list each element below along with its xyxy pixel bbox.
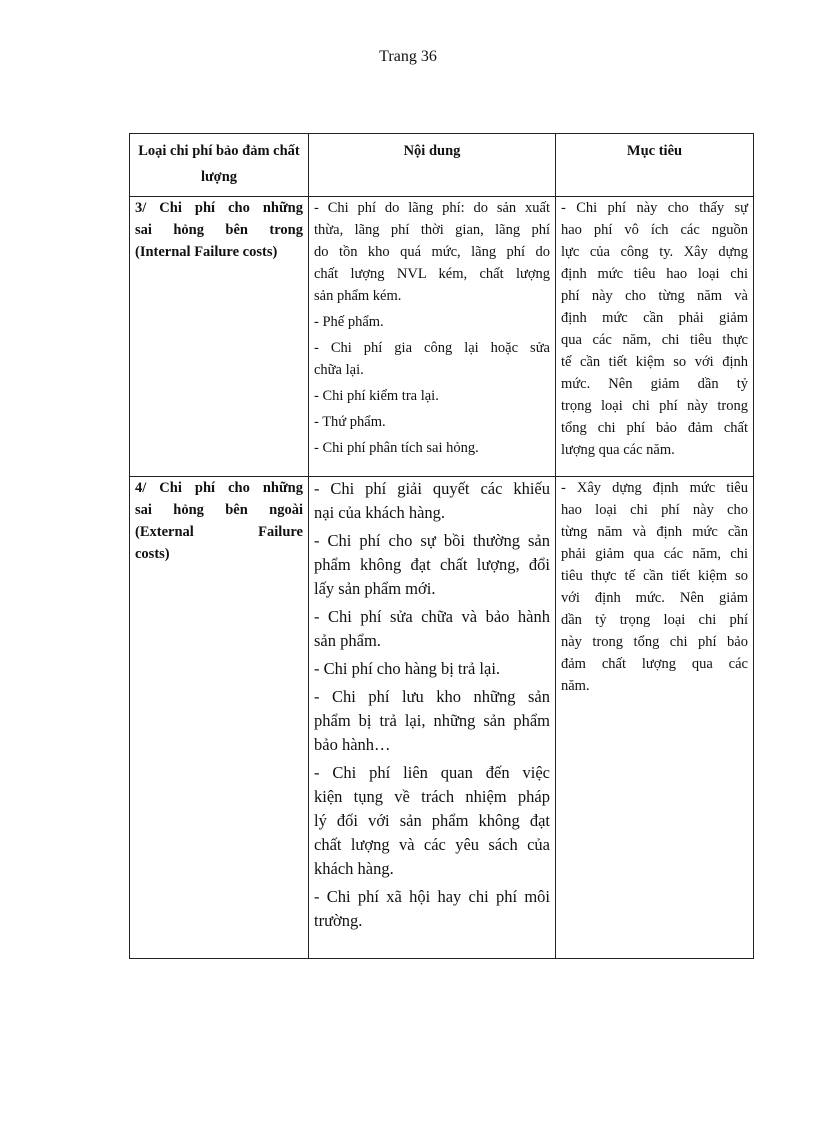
- text-line: - Chi phí xã hội hay chi phí môi: [314, 887, 550, 906]
- text-line: - Chi phí giải quyết các khiếu: [314, 479, 550, 498]
- text-line: sai hỏng bên ngoài: [135, 502, 303, 518]
- text-line: (External Failure: [135, 524, 303, 540]
- text-line: costs): [135, 546, 170, 562]
- content-item: [314, 337, 550, 381]
- text-line: lấy sản phẩm mới.: [314, 579, 436, 598]
- text-line: - Chi phí này cho thấy sự: [561, 200, 748, 216]
- text-line: lực của công ty. Xây dựng: [561, 244, 748, 260]
- text-line: này trong tổng chi phí bảo: [561, 634, 748, 650]
- text-line: chất lượng NVL kém, chất lượng: [314, 266, 550, 282]
- text-line: với định mức. Nên giảm: [561, 590, 748, 606]
- text-line: định mức cần phải giảm: [561, 310, 748, 326]
- text-line: mức. Nên giảm dần tỷ: [561, 376, 748, 392]
- text-line: - Chi phí cho sự bồi thường sản: [314, 531, 550, 550]
- text-line: - Chi phí phân tích sai hỏng.: [314, 440, 479, 456]
- table-row: [130, 477, 754, 959]
- text-line: nại của khách hàng.: [314, 503, 446, 522]
- table-header-row: [130, 134, 754, 197]
- text-line: từng năm và định mức cần: [561, 524, 748, 540]
- text-line: qua các năm, chi tiêu thực: [561, 332, 748, 348]
- text-line: - Chi phí lưu kho những sản: [314, 687, 550, 706]
- text-line: phí này cho từng năm và: [561, 288, 748, 304]
- text-line: sản phẩm kém.: [314, 288, 402, 304]
- content-item: [314, 657, 550, 681]
- text-line: chữa lại.: [314, 362, 364, 378]
- header-content: Nội dung: [309, 134, 556, 197]
- content-item: [314, 885, 550, 933]
- table-row: [130, 197, 754, 477]
- header-goal: Mục tiêu: [556, 134, 754, 197]
- text-line: tiêu thực tế cần tiết kiệm so: [561, 568, 748, 584]
- text-line: - Chi phí cho hàng bị trả lại.: [314, 659, 501, 678]
- goal-cell: [556, 197, 754, 477]
- text-line: - Phế phẩm.: [314, 314, 384, 330]
- text-line: năm.: [561, 678, 590, 694]
- text-line: phẩm bị trả lại, những sản phẩm: [314, 711, 550, 730]
- text-line: hao loại chi phí này cho: [561, 502, 748, 518]
- text-line: sai hỏng bên trong: [135, 222, 303, 238]
- header-cost-type: Loại chi phí bảo đảm chất lượng: [130, 134, 309, 197]
- text-line: - Chi phí do lãng phí: do sản xuất: [314, 200, 550, 216]
- content-item: [314, 385, 550, 407]
- content-item: [314, 761, 550, 881]
- text-line: thừa, lãng phí thời gian, lãng phí: [314, 222, 550, 238]
- text-line: - Chi phí kiểm tra lại.: [314, 388, 439, 404]
- content-item: [314, 477, 550, 525]
- text-line: chất lượng và các yêu sách của: [314, 835, 550, 854]
- content-cell: [309, 197, 556, 477]
- text-line: hao phí vô ích các nguồn: [561, 222, 748, 238]
- text-line: dần tỷ trọng loại chi phí: [561, 612, 748, 628]
- content-item: [314, 529, 550, 601]
- content-item: [314, 411, 550, 433]
- content-item: [314, 437, 550, 459]
- text-line: sản phẩm.: [314, 631, 381, 650]
- text-line: định mức tiêu hao loại chi: [561, 266, 748, 282]
- text-line: - Xây dựng định mức tiêu: [561, 480, 748, 496]
- text-line: đảm chất lượng qua các: [561, 656, 748, 672]
- goal-cell: [556, 477, 754, 959]
- quality-cost-table: [129, 133, 754, 959]
- text-line: do tồn kho quá mức, lãng phí do: [314, 244, 550, 260]
- cost-type-cell: [130, 197, 309, 477]
- text-line: - Chi phí sửa chữa và bảo hành: [314, 607, 550, 626]
- content-item: [314, 685, 550, 757]
- content-item: [314, 311, 550, 333]
- text-line: (Internal Failure costs): [135, 244, 278, 260]
- text-line: tổng chi phí bảo đảm chất: [561, 420, 748, 436]
- text-line: 4/ Chi phí cho những: [135, 480, 303, 496]
- text-line: - Chi phí liên quan đến việc: [314, 763, 550, 782]
- text-line: bảo hành…: [314, 735, 391, 754]
- text-line: - Thứ phẩm.: [314, 414, 386, 430]
- text-line: lý đối với sản phẩm không đạt: [314, 811, 550, 830]
- text-line: 3/ Chi phí cho những: [135, 200, 303, 216]
- content-item: [314, 605, 550, 653]
- text-line: khách hàng.: [314, 859, 394, 878]
- text-line: phẩm không đạt chất lượng, đổi: [314, 555, 550, 574]
- text-line: trọng loại chi phí này trong: [561, 398, 748, 414]
- cost-type-cell: [130, 477, 309, 959]
- text-line: trường.: [314, 911, 363, 930]
- text-line: lượng qua các năm.: [561, 442, 675, 458]
- text-line: - Chi phí gia công lại hoặc sửa: [314, 340, 550, 356]
- content-cell: [309, 477, 556, 959]
- text-line: tế cần tiết kiệm so với định: [561, 354, 748, 370]
- page-number: Trang 36: [379, 48, 437, 65]
- content-item: [314, 197, 550, 307]
- text-line: phải giảm qua các năm, chi: [561, 546, 748, 562]
- text-line: kiện tụng về trách nhiệm pháp: [314, 787, 550, 806]
